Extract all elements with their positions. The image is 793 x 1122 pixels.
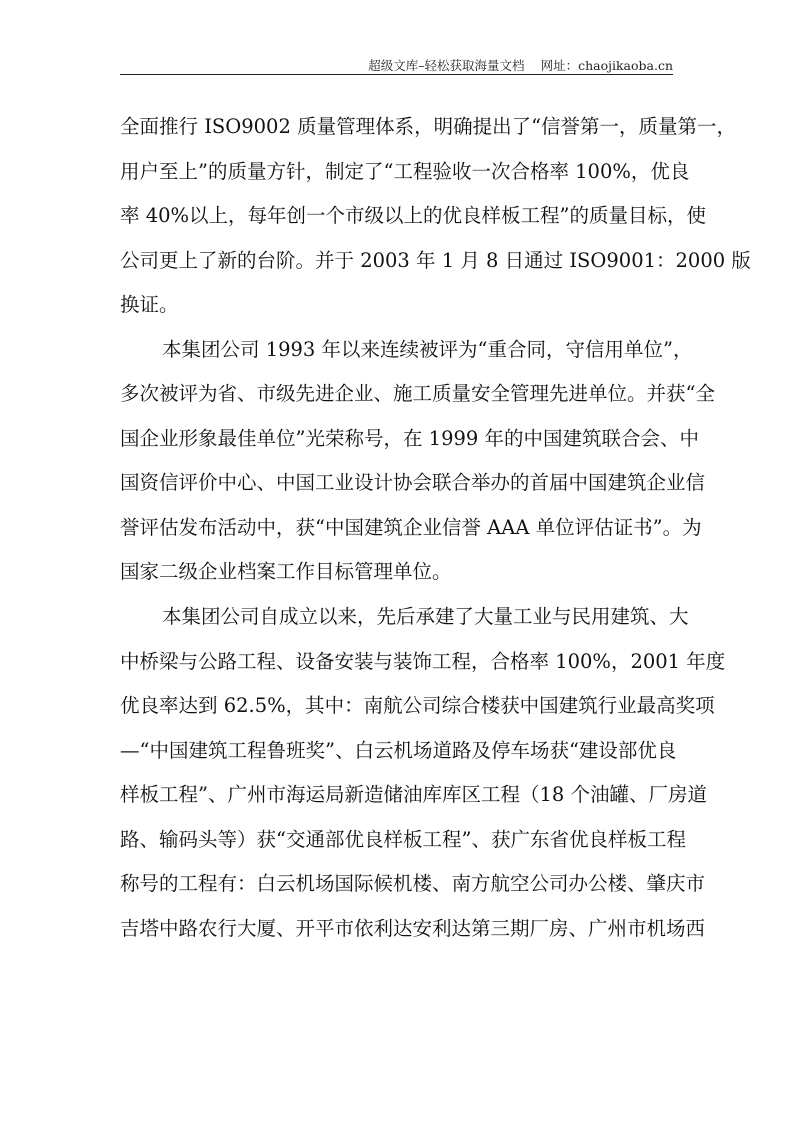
text-line: 本集团公司自成立以来，先后承建了大量工业与民用建筑、大: [162, 605, 689, 629]
text-line: 誉评估发布活动中，获“中国建筑企业信誉 AAA 单位评估证书”。为: [120, 515, 702, 539]
text-line: 本集团公司 1993 年以来连续被评为“重合同，守信用单位”，: [162, 337, 693, 361]
page-header: [120, 56, 673, 75]
text-line: 优良率达到 62.5%，其中：南航公司综合楼获中国建筑行业最高奖项: [120, 694, 715, 718]
text-line: 换证。: [120, 293, 179, 317]
text-line: 全面推行 ISO9002 质量管理体系，明确提出了“信誉第一，质量第一，: [120, 115, 737, 138]
text-line: 用户至上”的质量方针，制定了“工程验收一次合格率 100%，优良: [120, 159, 690, 183]
text-line: 国资信评价中心、中国工业设计协会联合举办的首届中国建筑企业信: [120, 471, 706, 495]
text-line: 称号的工程有：白云机场国际候机楼、南方航空公司办公楼、肇庆市: [120, 872, 706, 896]
text-line: 吉塔中路农行大厦、开平市依利达安利达第三期厂房、广州市机场西: [120, 916, 706, 940]
text-line: 路、输码头等）获“交通部优良样板工程”、获广东省优良样板工程: [120, 827, 686, 851]
text-line: 多次被评为省、市级先进企业、施工质量安全管理先进单位。并获“全: [120, 382, 715, 406]
document-body: [120, 105, 751, 951]
text-line: 公司更上了新的台阶。并于 2003 年 1 月 8 日通过 ISO9001：2000 版: [120, 248, 751, 272]
header-site-name: 超级文库–轻松获取海量文档: [368, 58, 525, 73]
header-url: 网址：chaojikaoba.cn: [540, 58, 673, 73]
text-line: 国企业形象最佳单位”光荣称号，在 1999 年的中国建筑联合会、中: [120, 426, 699, 450]
text-line: 中桥梁与公路工程、设备安装与装饰工程，合格率 100%，2001 年度: [120, 649, 726, 673]
text-line: 率 40%以上，每年创一个市级以上的优良样板工程”的质量目标，使: [120, 204, 707, 228]
text-line: 国家二级企业档案工作目标管理单位。: [120, 560, 452, 584]
text-line: 样板工程”、广州市海运局新造储油库库区工程（18 个油罐、厂房道: [120, 783, 707, 807]
text-line: —“中国建筑工程鲁班奖”、白云机场道路及停车场获“建设部优良: [120, 738, 677, 762]
